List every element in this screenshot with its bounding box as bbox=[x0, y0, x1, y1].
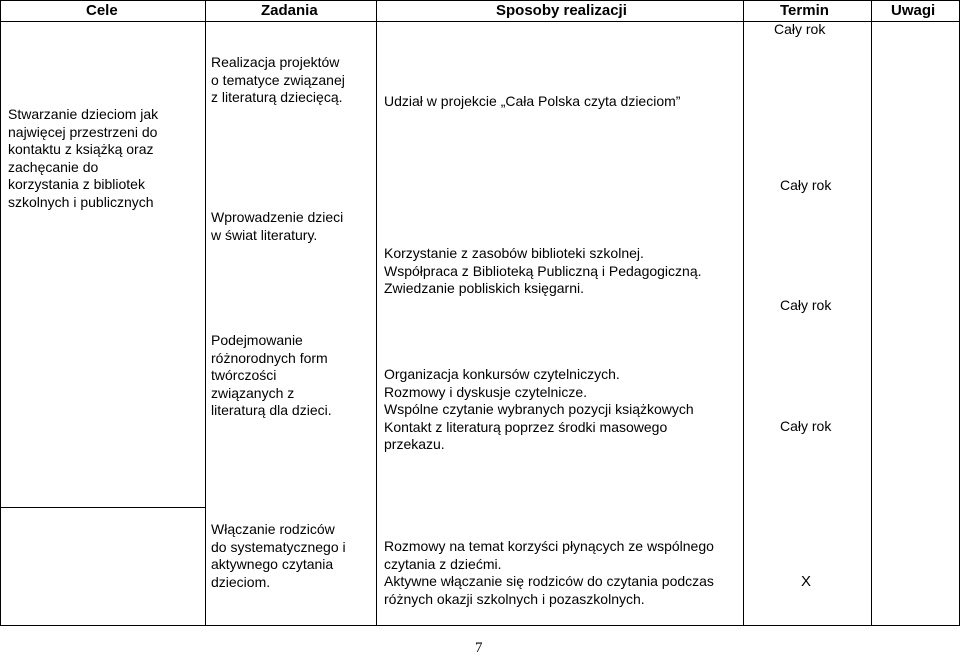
method-3-line: Organizacja konkursów czytelniczych. bbox=[384, 366, 620, 382]
task-3-line: literaturą dla dzieci. bbox=[211, 402, 332, 418]
method-3-line: Rozmowy i dyskusje czytelnicze. bbox=[384, 383, 588, 400]
task-3-line: różnorodnych form bbox=[211, 349, 328, 366]
task-4 bbox=[211, 521, 346, 591]
task-2-line: Wprowadzenie dzieci bbox=[211, 209, 344, 225]
method-4-line: Aktywne włączanie się rodziców do czytania podczas bbox=[384, 573, 714, 589]
goal-1-line: Stwarzanie dzieciom jak bbox=[8, 106, 159, 122]
table-border-bottom bbox=[0, 625, 960, 626]
task-4-line: dzieciom. bbox=[211, 573, 271, 590]
task-1 bbox=[211, 54, 345, 107]
task-2 bbox=[211, 209, 343, 244]
goal-1-line: najwięcej przestrzeni do bbox=[8, 123, 158, 140]
header-zadania: Zadania bbox=[261, 2, 318, 19]
task-1-line: z literaturą dziecięcą. bbox=[211, 89, 343, 105]
goal-1-line: szkolnych i publicznych bbox=[8, 193, 154, 210]
method-3-line: przekazu. bbox=[384, 436, 445, 452]
task-4-line: Włączanie rodziców bbox=[211, 521, 335, 537]
method-4-line: różnych okazji szkolnych i pozaszkolnych. bbox=[384, 590, 645, 607]
col-divider-4 bbox=[871, 0, 872, 626]
method-3-line: Wspólne czytanie wybranych pozycji książkowych bbox=[384, 401, 694, 417]
method-1: Udział w projekcie „Cała Polska czyta dzieciom” bbox=[384, 93, 681, 109]
top-term: Cały rok bbox=[774, 21, 826, 37]
goal-1-line: kontaktu z książką oraz bbox=[8, 141, 154, 157]
task-2-line: w świat literatury. bbox=[211, 226, 318, 243]
method-4-line: czytania z dziećmi. bbox=[384, 555, 502, 572]
term-2: Cały rok bbox=[780, 297, 832, 313]
task-4-line: do systematycznego i bbox=[211, 538, 346, 555]
goal-row-divider bbox=[0, 507, 205, 508]
method-2-line: Zwiedzanie pobliskich księgarni. bbox=[384, 280, 584, 296]
page-number: 7 bbox=[475, 640, 483, 656]
table-border-top bbox=[0, 0, 960, 1]
method-2 bbox=[384, 245, 702, 298]
method-2-line: Korzystanie z zasobów biblioteki szkolnej. bbox=[384, 245, 644, 261]
term-1: Cały rok bbox=[780, 177, 832, 193]
col-divider-1 bbox=[205, 0, 206, 626]
term-4: X bbox=[801, 573, 812, 590]
method-2-line: Współpraca z Biblioteką Publiczną i Pedagogiczną. bbox=[384, 262, 702, 279]
table-border-left bbox=[0, 0, 1, 626]
col-divider-3 bbox=[743, 0, 744, 626]
task-3-line: związanych z bbox=[211, 384, 295, 401]
goal-1-line: zachęcanie do bbox=[8, 158, 99, 175]
header-uwagi: Uwagi bbox=[891, 2, 936, 19]
term-3: Cały rok bbox=[780, 418, 832, 434]
header-termin: Termin bbox=[780, 2, 829, 19]
task-3-line: Podejmowanie bbox=[211, 332, 303, 348]
task-1-line: Realizacja projektów bbox=[211, 54, 340, 70]
goal-1-line: korzystania z bibliotek bbox=[8, 176, 145, 192]
task-3-line: twórczości bbox=[211, 367, 277, 383]
method-4 bbox=[384, 538, 714, 608]
method-3-line: Kontakt z literaturą poprzez środki masowego bbox=[384, 418, 668, 435]
header-cele: Cele bbox=[86, 2, 118, 19]
task-1-line: o tematyce związanej bbox=[211, 71, 345, 88]
method-3 bbox=[384, 366, 694, 454]
goal-1-text bbox=[8, 106, 158, 211]
task-4-line: aktywnego czytania bbox=[211, 556, 334, 572]
method-4-line: Rozmowy na temat korzyści płynących ze wspólnego bbox=[384, 538, 714, 554]
header-sposoby: Sposoby realizacji bbox=[496, 2, 627, 19]
col-divider-2 bbox=[376, 0, 377, 626]
task-3 bbox=[211, 332, 332, 420]
